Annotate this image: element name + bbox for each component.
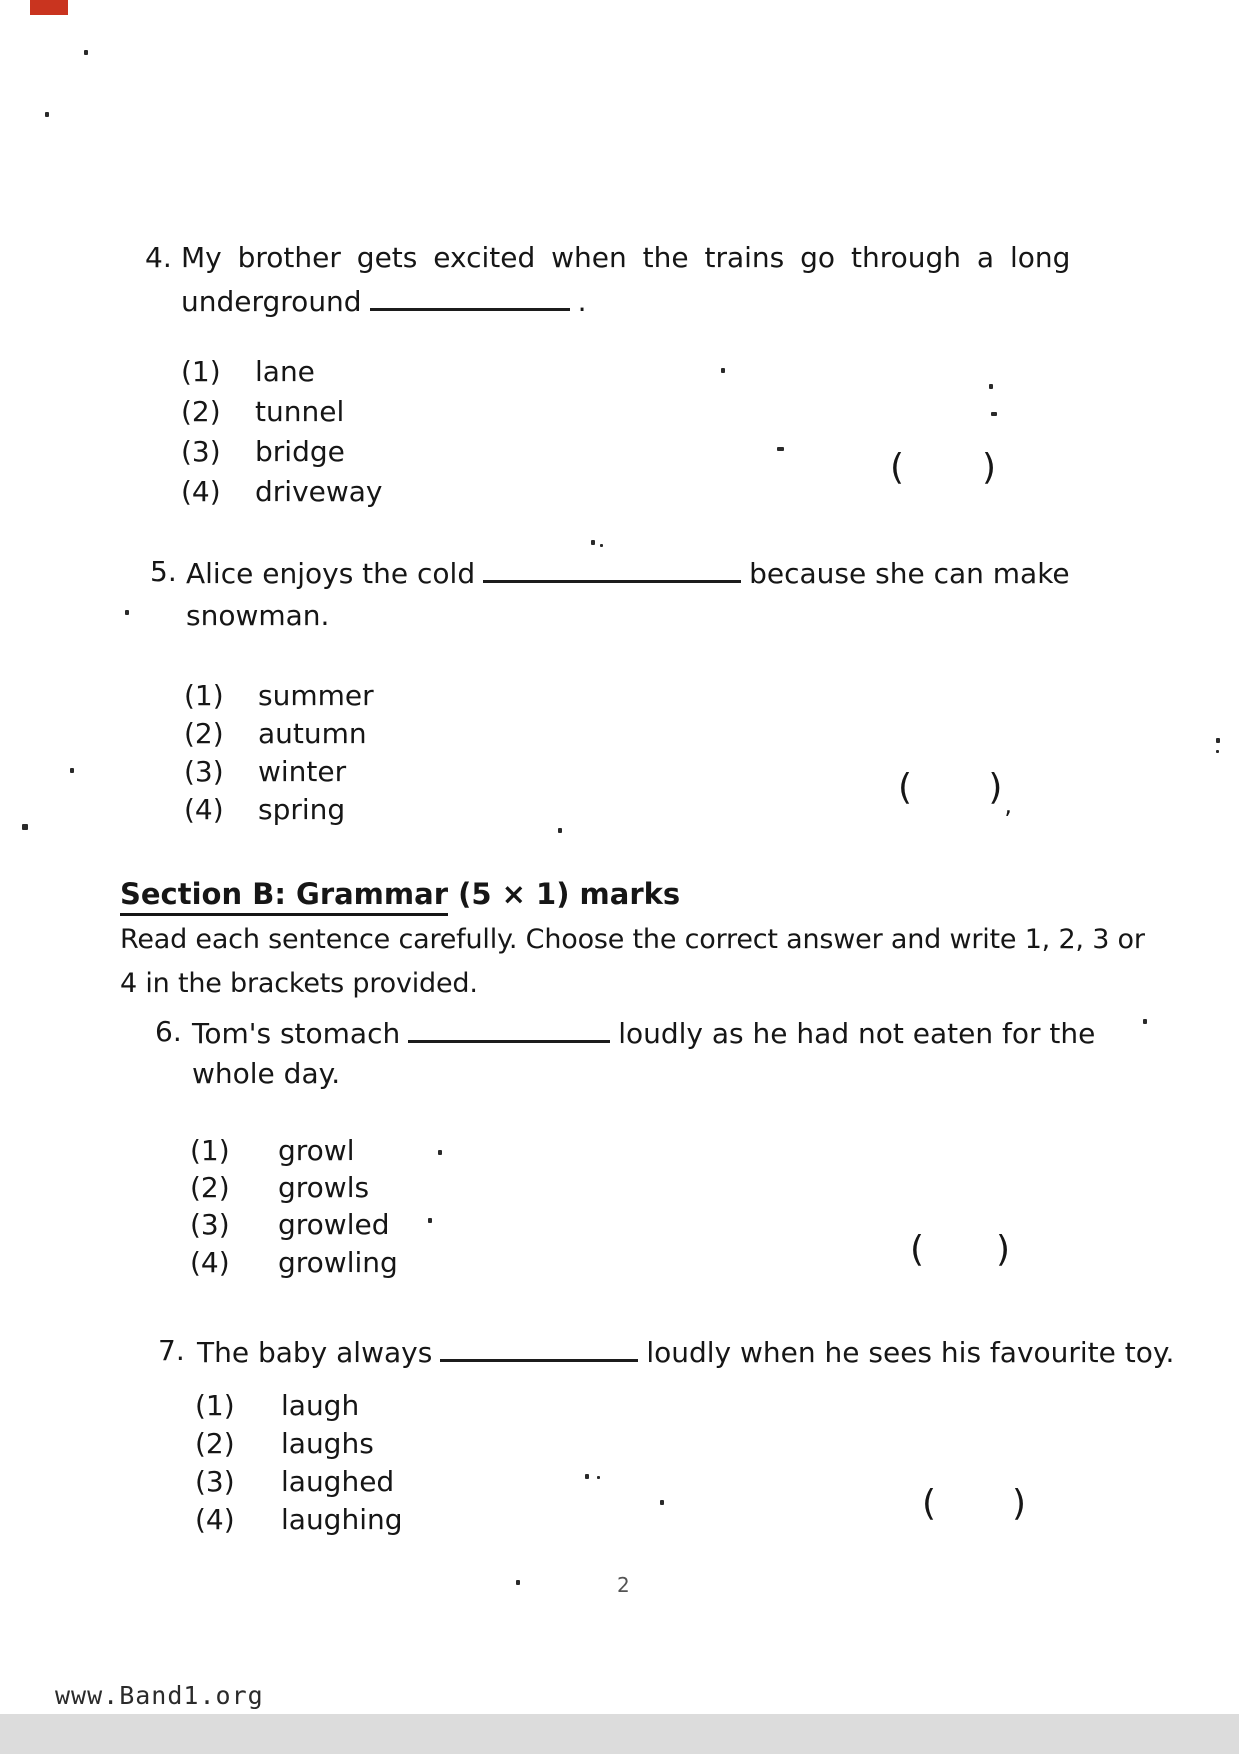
question-7-text-line1 [197,1335,1174,1369]
option-number: (1) [184,679,224,712]
option-number: (1) [195,1389,235,1422]
option-label: laugh [281,1389,360,1422]
option-label: growl [278,1134,355,1167]
option-number: (2) [195,1427,235,1460]
noise-dot [428,1218,432,1223]
section-b-heading-rest: (5 × 1) marks [448,877,681,911]
noise-dot [777,447,784,451]
option-label: lane [255,355,315,388]
noise-dot [70,768,74,773]
noise-dot [585,1474,589,1479]
bracket-open: ( [898,767,913,808]
option-label: winter [258,755,347,788]
question-5-answer-blank [483,556,741,583]
question-6-answer-bracket [910,1229,1010,1270]
question-7-answer-blank [440,1335,638,1362]
bracket-open: ( [910,1229,925,1270]
question-4-text-line2 [181,284,586,318]
question-6-option-4 [190,1247,398,1279]
question-6-number: 6. [155,1015,182,1048]
section-b-heading [120,878,680,911]
noise-dot [600,544,603,547]
question-4-line2-after: . [577,284,587,318]
option-number: (4) [195,1503,235,1536]
option-number: (1) [181,355,221,388]
question-5-after-blank: because she can make [749,556,1070,590]
option-label: laughing [281,1503,403,1536]
question-5-option-2 [184,718,367,750]
bracket-close: ) [981,447,996,488]
noise-dot [721,368,725,373]
question-4-text-line1: My brother gets excited when the trains go through a long [181,241,1071,274]
noise-dot [516,1580,520,1585]
bracket-open: ( [890,447,905,488]
bracket-open: ( [922,1483,937,1524]
option-label: growling [278,1246,398,1279]
option-label: summer [258,679,374,712]
noise-dot [125,610,129,615]
question-6-option-3 [190,1209,389,1241]
footer-scan-band [0,1714,1239,1754]
option-number: (4) [181,475,221,508]
question-6-after-blank: loudly as he had not eaten for the [618,1016,1096,1050]
question-4-answer-bracket [890,447,996,488]
question-7-number: 7. [158,1334,185,1367]
noise-dot [558,828,562,833]
question-6-option-2 [190,1172,369,1204]
option-number: (3) [195,1465,235,1498]
option-label: growled [278,1208,390,1241]
question-7-option-1 [195,1390,359,1422]
bracket-close: ) [995,1229,1010,1270]
footer-url: www.Band1.org [55,1681,264,1710]
option-number: (4) [190,1246,230,1279]
noise-dot [84,50,88,55]
section-b-instruction-line2: 4 in the brackets provided. [120,968,478,999]
question-4-option-2 [181,396,344,428]
question-4-option-3 [181,436,345,468]
question-5-answer-bracket: ( )$_,$ [898,767,1012,819]
option-number: (3) [190,1208,230,1241]
option-number: (2) [181,395,221,428]
noise-dot [989,384,993,389]
option-label: spring [258,793,346,826]
option-label: laughed [281,1465,395,1498]
noise-dot [597,1476,600,1479]
question-5-option-4 [184,794,345,826]
option-label: growls [278,1171,370,1204]
noise-dot [438,1150,442,1155]
noise-dot [1216,738,1220,743]
question-4-answer-blank [370,284,570,311]
question-6-option-1 [190,1135,354,1167]
option-number: (4) [184,793,224,826]
question-5-option-1 [184,680,374,712]
noise-dot [991,412,997,416]
option-number: (2) [184,717,224,750]
option-label: tunnel [255,395,345,428]
question-5-text-line2: snowman. [186,599,330,632]
question-7-before-blank: The baby always [197,1335,433,1369]
question-7-option-4 [195,1504,403,1536]
question-7-option-2 [195,1428,374,1460]
question-6-before-blank: Tom's stomach [192,1016,401,1050]
question-6-answer-blank [408,1016,610,1043]
question-4-option-1 [181,356,315,388]
noise-dot [45,112,49,117]
option-label: autumn [258,717,367,750]
option-label: bridge [255,435,345,468]
question-4-option-4 [181,476,383,508]
bracket-close: ) [1011,1483,1026,1524]
noise-dot [591,540,595,545]
option-label: laughs [281,1427,374,1460]
page-number: 2 [617,1573,630,1597]
question-4-line2-before: underground [181,284,362,318]
question-5-option-3 [184,756,346,788]
question-5-before-blank: Alice enjoys the cold [186,556,476,590]
noise-dot [1143,1019,1147,1024]
option-number: (2) [190,1171,230,1204]
option-number: (1) [190,1134,230,1167]
option-number: (3) [181,435,221,468]
bracket-close: ) [988,767,1003,808]
section-b-instruction-line1: Read each sentence carefully. Choose the correct answer and write 1, 2, 3 or [120,924,1145,955]
noise-dot [1216,750,1219,753]
noise-dot [660,1500,664,1505]
question-7-answer-bracket [922,1483,1026,1524]
section-b-heading-underlined: Section B: Grammar [120,877,448,916]
scan-corner-mark [30,0,68,15]
option-number: (3) [184,755,224,788]
question-6-text-line1 [192,1016,1095,1050]
question-5-number: 5. [150,555,177,588]
question-7-after-blank: loudly when he sees his favourite toy. [646,1335,1175,1369]
question-6-text-line2: whole day. [192,1057,341,1090]
question-5-text-line1 [186,556,1070,590]
option-label: driveway [255,475,383,508]
question-7-option-3 [195,1466,394,1498]
question-4-number: 4. [145,241,172,274]
noise-dot [22,824,28,830]
